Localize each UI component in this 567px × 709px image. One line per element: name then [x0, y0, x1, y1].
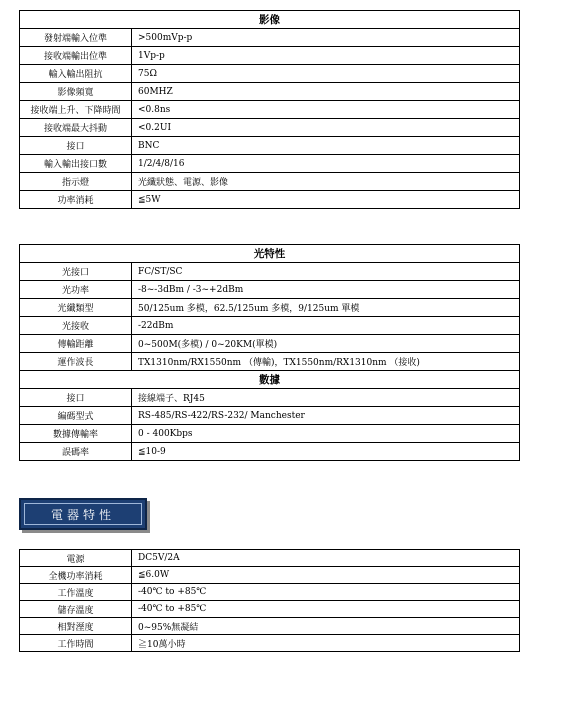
spec-value: -22dBm	[132, 317, 520, 335]
spec-label: 工作時間	[20, 635, 132, 652]
table-row	[20, 389, 520, 407]
spec-value: 0~500M(多模) / 0~20KM(單模)	[132, 335, 520, 353]
spec-value: -40℃ to +85℃	[132, 601, 520, 618]
spec-value: 60MHZ	[132, 83, 520, 101]
table-row	[20, 173, 520, 191]
spec-value: RS-485/RS-422/RS-232/ Manchester	[132, 407, 520, 425]
spec-label: 接口	[20, 389, 132, 407]
spec-label: 影像頻寬	[20, 83, 132, 101]
spec-value: <0.8ns	[132, 101, 520, 119]
spec-value: 50/125um 多模，62.5/125um 多模，9/125um 單模	[132, 299, 520, 317]
data-section-title: 數據	[20, 371, 520, 389]
electrical-banner-label: 電器特性	[50, 507, 115, 522]
spec-value: 1/2/4/8/16	[132, 155, 520, 173]
spec-value: ≦10-9	[132, 443, 520, 461]
table-row	[20, 83, 520, 101]
spec-value: 75Ω	[132, 65, 520, 83]
spec-label: 發射端輸入位準	[20, 29, 132, 47]
table-row	[20, 425, 520, 443]
table-row	[20, 281, 520, 299]
spec-label: 工作溫度	[20, 584, 132, 601]
table-row	[20, 567, 520, 584]
spec-label: 輸入輸出阻抗	[20, 65, 132, 83]
table-row	[20, 191, 520, 209]
video-section-title: 影像	[20, 11, 520, 29]
spec-value: <0.2UI	[132, 119, 520, 137]
electrical-section-banner	[19, 498, 147, 530]
table-row	[20, 407, 520, 425]
table-row	[20, 137, 520, 155]
spec-value: 1Vp-p	[132, 47, 520, 65]
spec-value: 接線端子、RJ45	[132, 389, 520, 407]
spec-label: 光接口	[20, 263, 132, 281]
spec-label: 電源	[20, 550, 132, 567]
spec-label: 功率消耗	[20, 191, 132, 209]
table-row	[20, 635, 520, 652]
spec-value: ≦5W	[132, 191, 520, 209]
table-row	[20, 317, 520, 335]
spec-value: -8~-3dBm / -3~+2dBm	[132, 281, 520, 299]
spec-value: FC/ST/SC	[132, 263, 520, 281]
spec-label: 光接收	[20, 317, 132, 335]
spec-label: 接收端輸出位準	[20, 47, 132, 65]
table-row	[20, 550, 520, 567]
table-row	[20, 65, 520, 83]
table-row	[20, 443, 520, 461]
table-row	[20, 155, 520, 173]
spec-value: TX1310nm/RX1550nm （傳輸)，TX1550nm/RX1310nm （接收)	[132, 353, 520, 371]
table-row	[20, 335, 520, 353]
table-row	[20, 263, 520, 281]
spec-label: 編碼型式	[20, 407, 132, 425]
spec-value: 0~95%無凝結	[132, 618, 520, 635]
spec-label: 光纖類型	[20, 299, 132, 317]
spec-label: 接收端上升、下降時間	[20, 101, 132, 119]
spec-label: 輸入輸出接口數	[20, 155, 132, 173]
table-row	[20, 119, 520, 137]
spec-label: 運作波長	[20, 353, 132, 371]
table-row	[20, 601, 520, 618]
table-row	[20, 299, 520, 317]
table-row	[20, 29, 520, 47]
spec-value: >500mVp-p	[132, 29, 520, 47]
spec-label: 誤碼率	[20, 443, 132, 461]
spec-value: -40℃ to +85℃	[132, 584, 520, 601]
spec-label: 指示燈	[20, 173, 132, 191]
table-row	[20, 47, 520, 65]
spec-label: 相對溼度	[20, 618, 132, 635]
table-row	[20, 101, 520, 119]
table-row	[20, 584, 520, 601]
spec-label: 接口	[20, 137, 132, 155]
spec-value: ≧10萬小時	[132, 635, 520, 652]
electrical-spec-table	[19, 549, 520, 652]
spec-label: 光功率	[20, 281, 132, 299]
spec-value: 0 - 400Kbps	[132, 425, 520, 443]
spec-label: 傳輸距離	[20, 335, 132, 353]
spec-value: DC5V/2A	[132, 550, 520, 567]
spec-value: BNC	[132, 137, 520, 155]
table-row	[20, 618, 520, 635]
spec-label: 數據傳輸率	[20, 425, 132, 443]
spec-value: ≦6.0W	[132, 567, 520, 584]
optical-section-title: 光特性	[20, 245, 520, 263]
spec-label: 儲存溫度	[20, 601, 132, 618]
video-spec-table	[19, 10, 520, 209]
spec-value: 光纖狀態、電源、影像	[132, 173, 520, 191]
spec-label: 接收端最大抖動	[20, 119, 132, 137]
table-row	[20, 353, 520, 371]
optical-spec-table	[19, 244, 520, 461]
spec-label: 全機功率消耗	[20, 567, 132, 584]
